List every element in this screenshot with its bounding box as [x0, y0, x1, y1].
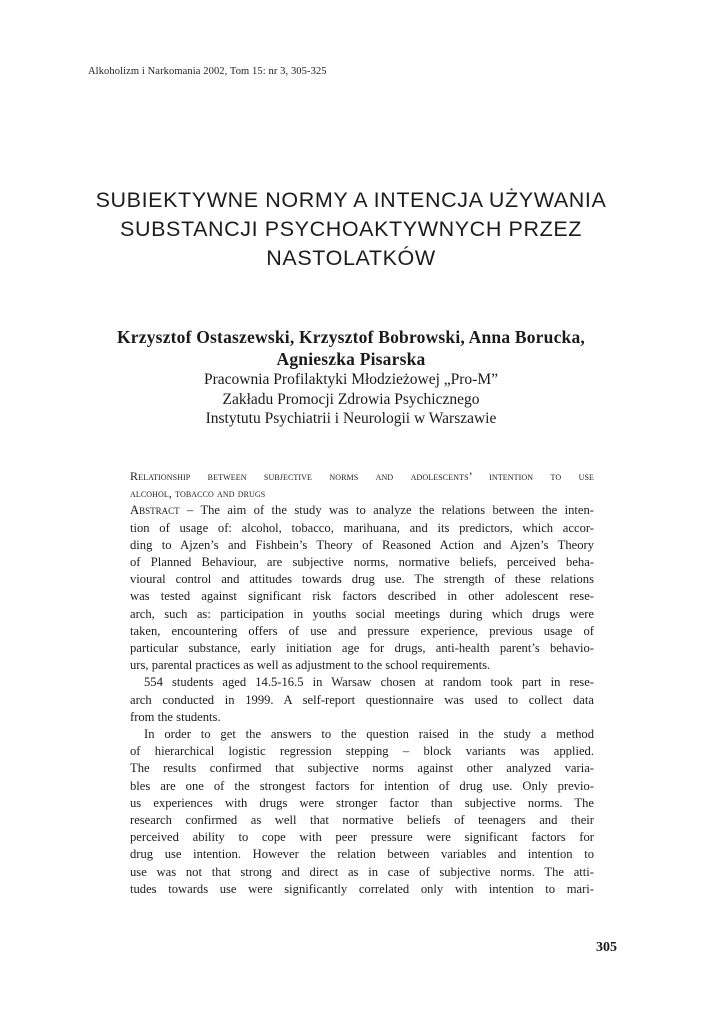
abstract-text-line: research confirmed as well that normative beliefs of teenagers and their	[130, 813, 594, 828]
abstract-first-line-text: – The aim of the study was to analyze the relations between the inten-	[179, 503, 594, 518]
affiliation	[60, 370, 642, 429]
abstract-text-line: was tested against significant risk factors described in other adolescent rese-	[130, 589, 594, 604]
author-line: Krzysztof Ostaszewski, Krzysztof Bobrowski, Anna Borucka,	[116, 327, 585, 347]
abstract-text-line: us experiences with drugs were stronger factor than subjective norms. The	[130, 795, 594, 810]
abstract-text-line: taken, encountering offers of use and pressure experience, previous usage of	[130, 623, 594, 638]
title-line: NASTOLATKÓW	[266, 246, 436, 270]
author-list	[60, 326, 642, 370]
english-title-line: alcohol, tobacco and drugs	[130, 486, 266, 501]
abstract-label: Abstract	[130, 503, 180, 518]
abstract-text-line: 554 students aged 14.5-16.5 in Warsaw chosen at random took part in rese-	[144, 675, 594, 690]
title-line: SUBSTANCJI PSYCHOAKTYWNYCH PRZEZ	[120, 217, 582, 241]
abstract-text-line: from the students.	[130, 709, 221, 724]
abstract-text-line: ding to Ajzen’s and Fishbein’s Theory of Reasoned Action and Ajzen’s Theory	[130, 537, 594, 552]
abstract-text-line: of Planned Behaviour, are subjective norms, normative beliefs, perceived beha-	[130, 555, 594, 570]
abstract-text-line: arch conducted in 1999. A self-report questionnaire was used to collect data	[130, 692, 594, 707]
affiliation-line: Pracownia Profilaktyki Młodzieżowej „Pro-M”	[204, 371, 498, 388]
author-line: Agnieszka Pisarska	[276, 349, 426, 369]
abstract-paragraph-2	[130, 674, 594, 726]
abstract-block	[130, 468, 594, 898]
abstract-paragraph-3	[130, 726, 594, 898]
abstract-text-line: drug use intention. However the relation between variables and intention to	[130, 847, 594, 862]
abstract-text-line: of hierarchical logistic regression stepping – block variants was applied.	[130, 744, 594, 759]
page-number: 305	[596, 940, 617, 955]
abstract-paragraph-1	[130, 520, 594, 675]
english-title-line: Relationship between subjective norms and adolescents’ intention to use	[130, 469, 594, 483]
abstract-text-line: tion of usage of: alcohol, tobacco, marihuana, and its predictors, which accor-	[130, 520, 594, 535]
affiliation-line: Instytutu Psychiatrii i Neurologii w Warszawie	[205, 410, 497, 427]
abstract-text-line: vioural control and attitudes towards drug use. The strength of these relations	[130, 572, 594, 587]
article-title	[70, 186, 632, 273]
abstract-text-line: use was not that strong and direct as in case of subjective norms. The atti-	[130, 864, 594, 879]
abstract-text-line: The results confirmed that subjective norms against other analyzed varia-	[130, 761, 594, 776]
journal-reference: Alkoholizm i Narkomania 2002, Tom 15: nr 3, 305-325	[88, 66, 327, 77]
abstract-text-line: particular substance, early initiation age for drugs, anti-health parent’s behavio-	[130, 641, 594, 656]
affiliation-line: Zakładu Promocji Zdrowia Psychicznego	[222, 390, 480, 408]
abstract-text-line: tudes towards use were significantly correlated only with intention to mari-	[130, 881, 594, 896]
abstract-text-line: arch, such as: participation in youths social meetings during which drugs were	[130, 606, 594, 621]
abstract-text-line: In order to get the answers to the question raised in the study a method	[144, 727, 594, 742]
abstract-text-line: perceived ability to cope with peer pressure were significant factors for	[130, 830, 594, 845]
abstract-first-line	[130, 502, 594, 519]
abstract-text-line: urs, parental practices as well as adjustment to the school requirements.	[130, 658, 491, 673]
abstract-text-line: bles are one of the strongest factors for intention of drug use. Only previo-	[130, 778, 594, 793]
title-line: SUBIEKTYWNE NORMY A INTENCJA UŻYWANIA	[95, 188, 607, 212]
